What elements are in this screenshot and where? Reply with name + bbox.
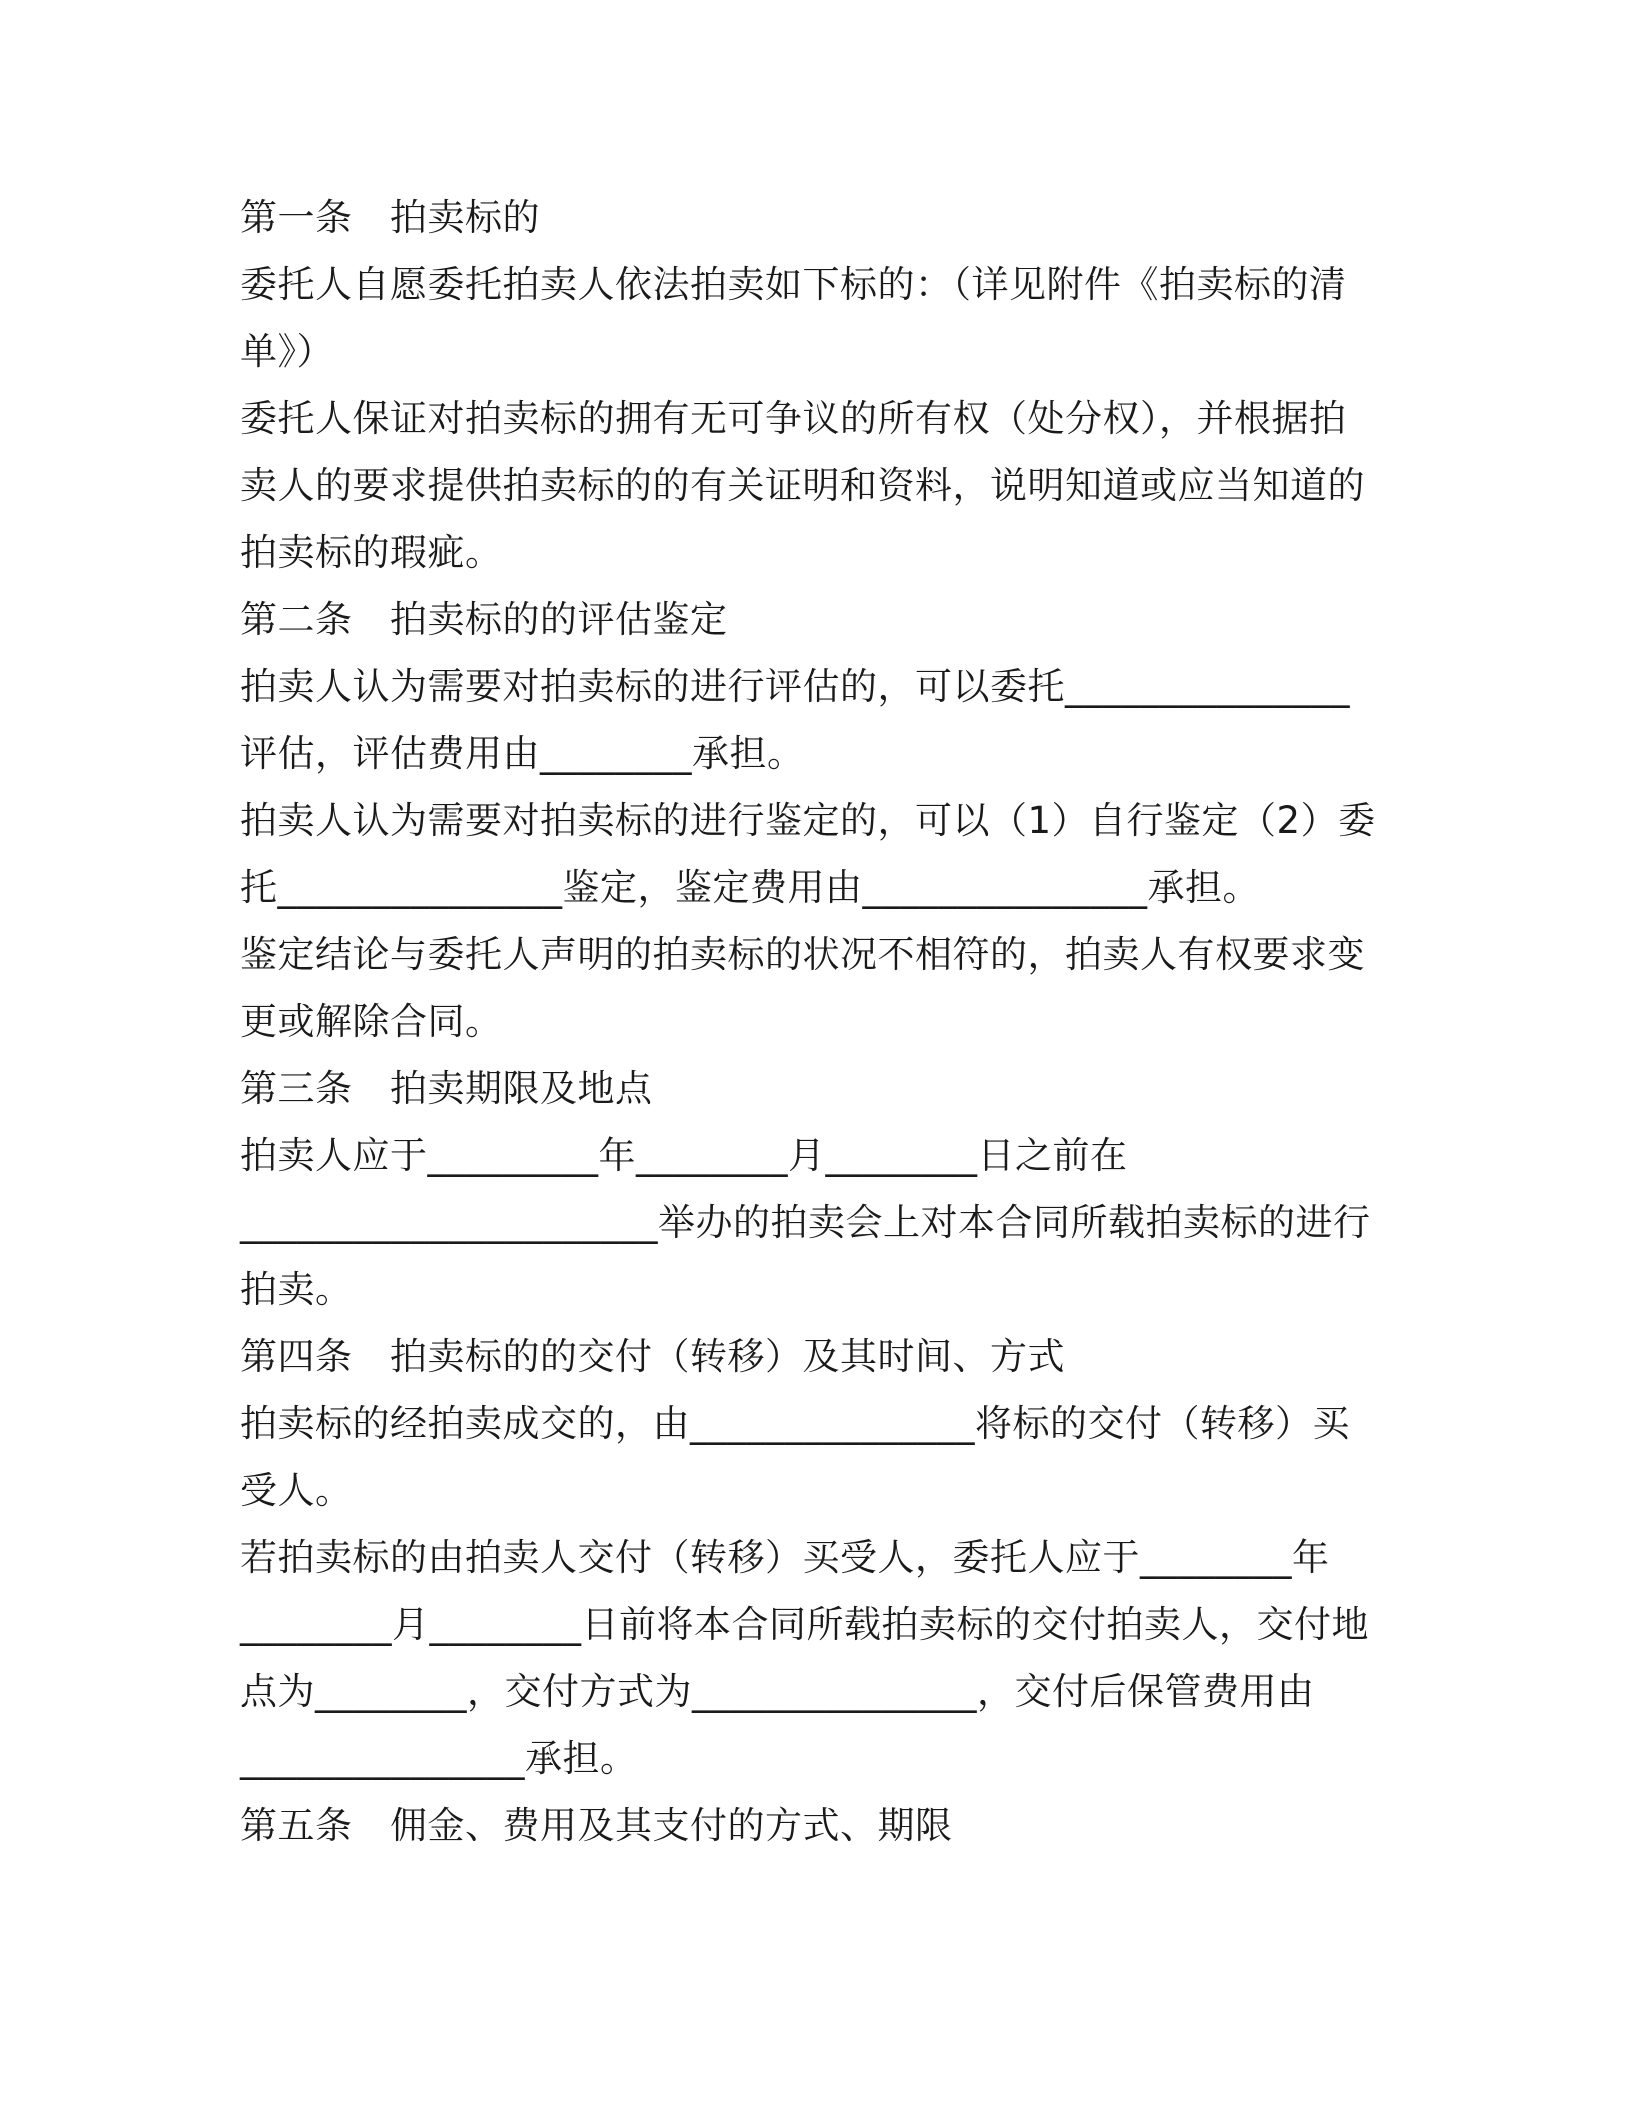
- article-3-text: ______________________举办的拍卖会上对本合同所载拍卖标的进行: [240, 1201, 1371, 1244]
- article-1-text: 拍卖标的瑕疵。: [240, 531, 503, 574]
- article-4-text: 若拍卖标的由拍卖人交付（转移）买受人，委托人应于________年: [240, 1536, 1330, 1579]
- article-2-text: 鉴定结论与委托人声明的拍卖标的状况不相符的，拍卖人有权要求变: [240, 933, 1365, 976]
- article-4-text: _______________承担。: [240, 1737, 638, 1780]
- article-2-text: 拍卖人认为需要对拍卖标的进行鉴定的，可以（1）自行鉴定（2）委: [240, 799, 1376, 842]
- article-1-heading: 第一条 拍卖标的: [240, 196, 540, 239]
- article-2-text: 拍卖人认为需要对拍卖标的进行评估的，可以委托_______________: [240, 665, 1350, 708]
- article-2-text: 更或解除合同。: [240, 1000, 503, 1043]
- article-3-text: 拍卖。: [240, 1268, 353, 1311]
- article-1-text: 单》）: [240, 330, 334, 373]
- article-1-text: 卖人的要求提供拍卖标的的有关证明和资料，说明知道或应当知道的: [240, 464, 1365, 507]
- article-3-heading: 第三条 拍卖期限及地点: [240, 1067, 653, 1110]
- article-2-heading: 第二条 拍卖标的的评估鉴定: [240, 598, 728, 641]
- article-4-text: ________月________日前将本合同所载拍卖标的交付拍卖人，交付地: [240, 1603, 1369, 1646]
- article-3-text: 拍卖人应于_________年________月________日之前在: [240, 1134, 1128, 1177]
- article-4-text: 受人。: [240, 1469, 353, 1512]
- article-2-text: 评估，评估费用由________承担。: [240, 732, 805, 775]
- article-1-text: 委托人自愿委托拍卖人依法拍卖如下标的：（详见附件《拍卖标的清: [240, 263, 1347, 306]
- article-5-heading: 第五条 佣金、费用及其支付的方式、期限: [240, 1804, 953, 1847]
- article-2-text: 托_______________鉴定，鉴定费用由_______________承担。: [240, 866, 1260, 909]
- article-4-text: 点为________，交付方式为_______________，交付后保管费用由: [240, 1670, 1315, 1713]
- article-1-text: 委托人保证对拍卖标的拥有无可争议的所有权（处分权），并根据拍: [240, 397, 1347, 440]
- article-4-heading: 第四条 拍卖标的的交付（转移）及其时间、方式: [240, 1335, 1065, 1378]
- article-4-text: 拍卖标的经拍卖成交的，由_______________将标的交付（转移）买: [240, 1402, 1350, 1445]
